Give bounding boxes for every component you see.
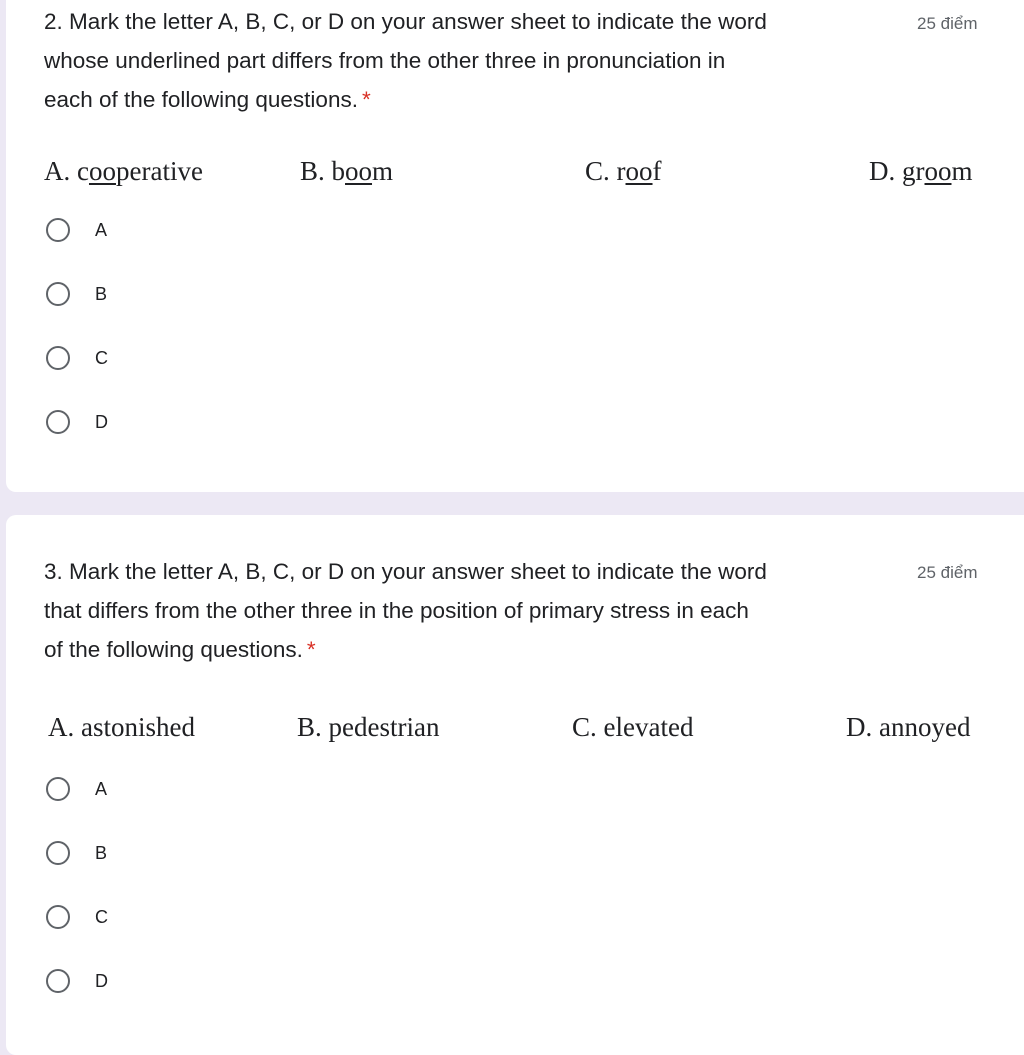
question-card-3 [6, 515, 1024, 1055]
points-label: 25 điểm [917, 14, 978, 33]
option-a: A. cooperative [44, 156, 203, 186]
required-asterisk: * [361, 87, 371, 112]
radio-option-c[interactable] [46, 341, 108, 375]
radio-option-d[interactable] [46, 405, 108, 439]
radio-label: A [95, 778, 108, 799]
question-text-line: Mark the letter A, B, C, or D on your answer sheet to indicate the word [69, 559, 767, 584]
radio-label: B [95, 842, 108, 863]
radio-option-c[interactable] [46, 900, 108, 934]
underlined-part: oo [88, 156, 116, 186]
radio-label: D [95, 970, 108, 991]
question-text-line: each of the following questions. [44, 87, 358, 112]
radio-circle-icon[interactable] [46, 841, 70, 865]
radio-circle-icon[interactable] [46, 410, 70, 434]
question-title [44, 552, 904, 669]
radio-circle-icon[interactable] [46, 969, 70, 993]
radio-label: B [95, 283, 108, 304]
radio-option-b[interactable] [46, 277, 107, 311]
underlined-part: oo [924, 156, 952, 186]
question-title [44, 2, 904, 119]
question-number: 3. [44, 559, 63, 584]
radio-circle-icon[interactable] [46, 218, 70, 242]
radio-circle-icon[interactable] [46, 777, 70, 801]
radio-label: A [95, 219, 108, 240]
option-c: C. roof [585, 156, 662, 186]
radio-label: C [95, 347, 108, 368]
radio-circle-icon[interactable] [46, 346, 70, 370]
radio-circle-icon[interactable] [46, 282, 70, 306]
option-a: A. astonished [48, 712, 195, 742]
required-asterisk: * [306, 637, 316, 662]
radio-option-a[interactable] [46, 772, 107, 806]
radio-option-d[interactable] [46, 964, 108, 998]
points-label: 25 điểm [917, 563, 978, 582]
underlined-part: oo [345, 156, 373, 186]
radio-circle-icon[interactable] [46, 905, 70, 929]
radio-label: D [95, 411, 108, 432]
underlined-part: oo [625, 156, 653, 186]
option-b: B. pedestrian [297, 712, 440, 742]
option-b: B. boom [300, 156, 394, 186]
question-text-line: that differs from the other three in the position of primary stress in each [44, 598, 749, 623]
radio-label: C [95, 906, 108, 927]
question-text-line: of the following questions. [44, 637, 303, 662]
option-d: D. groom [869, 156, 973, 186]
question-card-2 [6, 0, 1024, 492]
radio-option-b[interactable] [46, 836, 107, 870]
option-c: C. elevated [572, 712, 694, 742]
question-number: 2. [44, 9, 63, 34]
option-d: D. annoyed [846, 712, 971, 742]
question-text-line: Mark the letter A, B, C, or D on your answer sheet to indicate the word [69, 9, 767, 34]
question-text-line: whose underlined part differs from the other three in pronunciation in [44, 48, 726, 73]
radio-option-a[interactable] [46, 213, 107, 247]
